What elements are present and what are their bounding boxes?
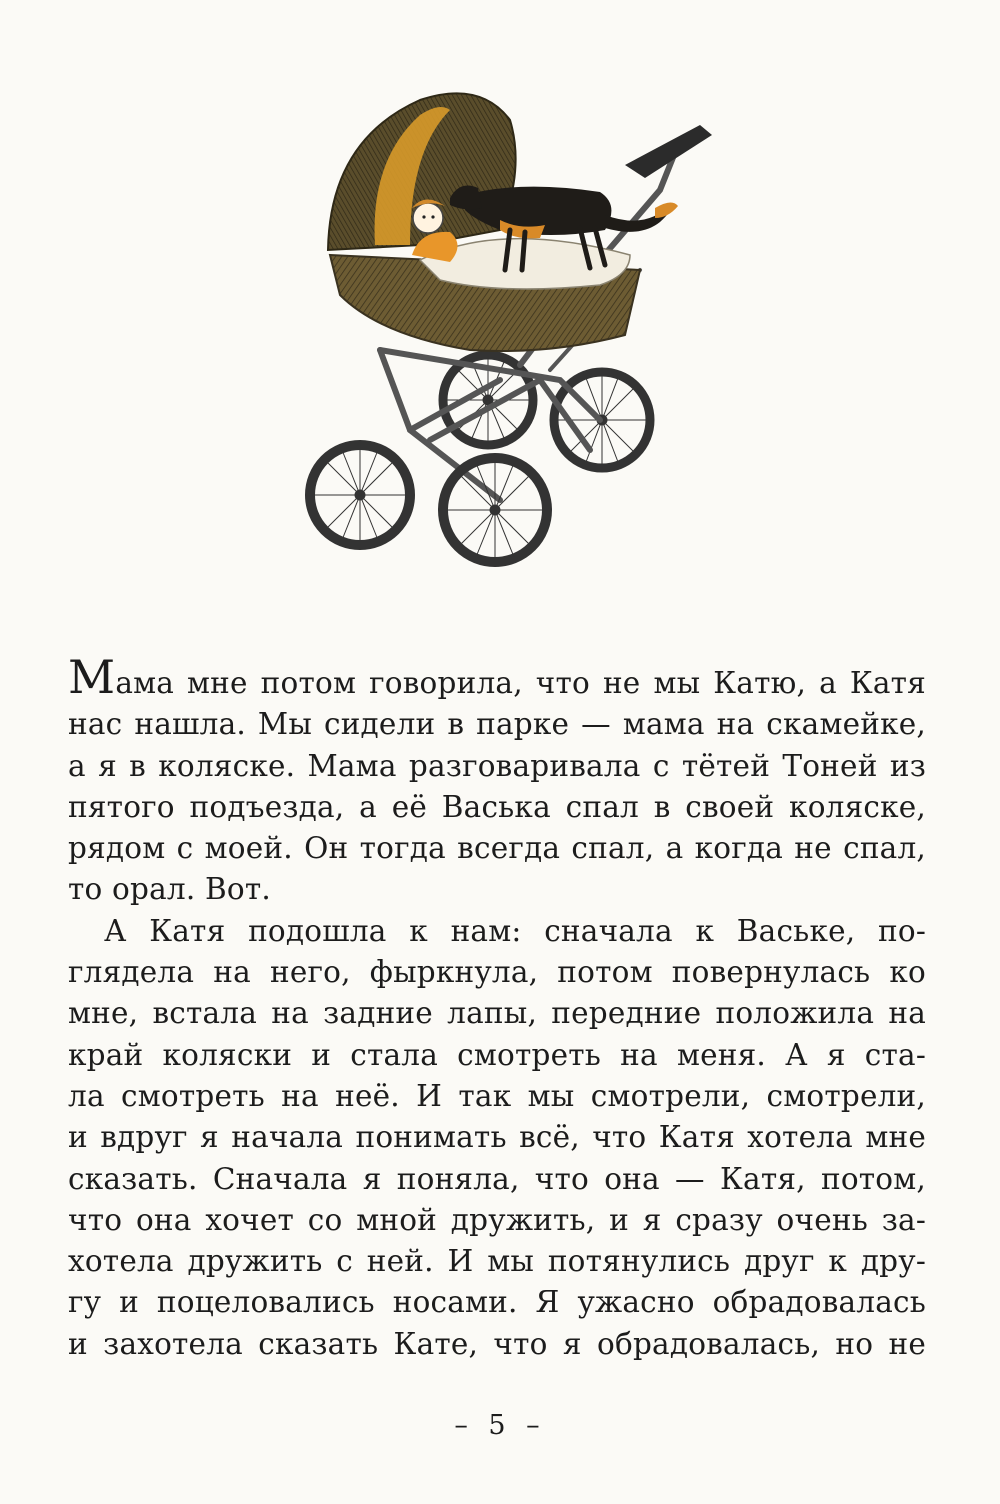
text-line: и вдруг я начала понимать всё, что Катя хотела мне: [68, 1120, 926, 1155]
paragraph-1: [68, 650, 926, 911]
text-line: нас нашла. Мы сидели в парке — мама на скамейке,: [68, 707, 926, 742]
drop-cap: М: [68, 650, 116, 704]
text-line: и захотела сказать Кате, что я обрадовалась, но не: [68, 1326, 926, 1361]
text-line: глядела на него, фыркнула, потом повернулась ко: [68, 955, 926, 990]
text-line: рядом с моей. Он тогда всегда спал, а когда не спал,: [68, 831, 926, 866]
text-line: пятого подъезда, а её Васька спал в своей коляске,: [68, 789, 926, 824]
text-line: мне, встала на задние лапы, передние положила на: [68, 996, 926, 1031]
story-text: [68, 650, 926, 1365]
text-line: гу и поцеловались носами. Я ужасно обрадовалась: [68, 1285, 926, 1320]
text-line: А Катя подошла к нам: сначала к Ваське, по-: [104, 913, 926, 948]
text-line: ла смотреть на неё. И так мы смотрели, смотрели,: [68, 1078, 926, 1113]
text-line: сказать. Сначала я поняла, что она — Катя, потом,: [68, 1161, 926, 1196]
text-line: а я в коляске. Мама разговаривала с тётей Тоней из: [68, 748, 926, 783]
text-line: Мама мне потом говорила, что не мы Катю, а Катя: [68, 650, 926, 704]
text-line: то орал. Вот.: [68, 872, 271, 907]
text-line: хотела дружить с ней. И мы потянулись друг к дру-: [68, 1244, 926, 1279]
paragraph-2: [68, 911, 926, 1365]
front-wheel-right: [443, 458, 547, 562]
page-number: – 5 –: [454, 1410, 546, 1441]
text-line: край коляски и стала смотреть на меня. А я ста-: [68, 1037, 926, 1072]
stroller-illustration: [300, 80, 740, 590]
text-line: что она хочет со мной дружить, и я сразу очень за-: [68, 1202, 926, 1237]
front-wheel-left: [310, 445, 410, 545]
